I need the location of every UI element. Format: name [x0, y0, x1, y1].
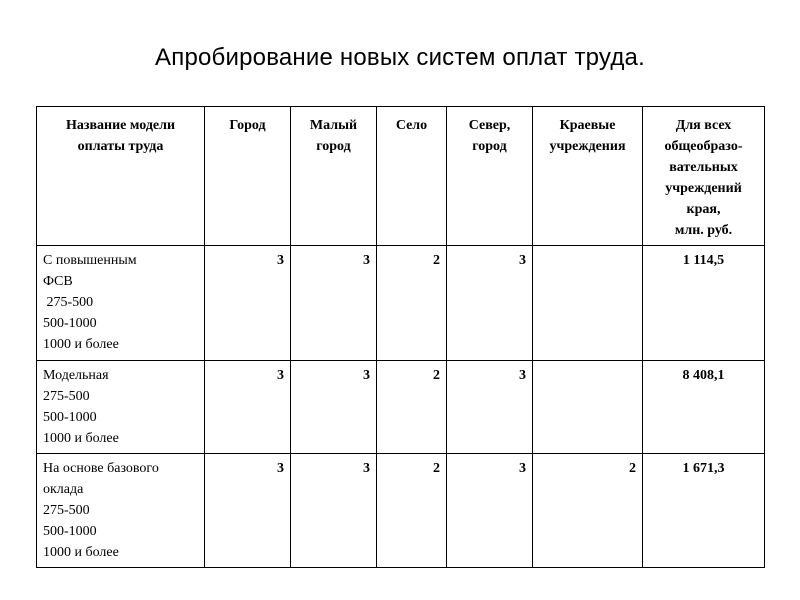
model-line: С повышенным [43, 253, 137, 268]
header-text: оплаты труда [77, 139, 164, 154]
model-line: 1000 и более [43, 431, 119, 446]
north-city-value: 3 [447, 454, 533, 568]
header-text: город [472, 139, 507, 154]
header-text: края, [686, 202, 721, 217]
total-value: 1 114,5 [643, 246, 765, 361]
header-text: Север, [468, 118, 511, 133]
slide-title: Апробирование новых систем оплат труда. [155, 44, 645, 71]
model-line: 275-500 [43, 295, 94, 310]
header-text: Для всех [675, 118, 732, 133]
header-text: вательных [669, 160, 738, 175]
header-text: Краевые [559, 118, 616, 133]
model-line: 1000 и более [43, 337, 119, 352]
city-value: 3 [205, 246, 291, 361]
village-value: 2 [377, 454, 447, 568]
header-small-city [291, 107, 377, 246]
small-city-value: 3 [291, 454, 377, 568]
model-name-cell [37, 246, 205, 361]
header-model-name [37, 107, 205, 246]
header-total-all-schools [643, 107, 765, 246]
table-row [37, 454, 765, 568]
header-city [205, 107, 291, 246]
city-value: 3 [205, 454, 291, 568]
model-line: На основе базового [43, 461, 159, 476]
small-city-value: 3 [291, 246, 377, 361]
village-value: 2 [377, 246, 447, 361]
header-text: общеобразо- [664, 139, 743, 154]
model-line: 500-1000 [43, 524, 97, 539]
city-value: 3 [205, 361, 291, 454]
village-value: 2 [377, 361, 447, 454]
model-line: 500-1000 [43, 316, 97, 331]
header-village [377, 107, 447, 246]
model-line: 275-500 [43, 503, 90, 518]
table-row [37, 246, 765, 361]
model-line: 1000 и более [43, 545, 119, 560]
header-text: учреждения [549, 139, 626, 154]
table-row [37, 361, 765, 454]
model-name-cell [37, 361, 205, 454]
regional-value: 2 [533, 454, 643, 568]
small-city-value: 3 [291, 361, 377, 454]
model-line: 500-1000 [43, 410, 97, 425]
north-city-value: 3 [447, 361, 533, 454]
model-line: ФСВ [43, 274, 73, 289]
header-text: Название модели [65, 118, 176, 133]
header-text: учреждений [665, 181, 742, 196]
north-city-value: 3 [447, 246, 533, 361]
model-name-cell [37, 454, 205, 568]
regional-value [533, 361, 643, 454]
header-text: Малый [309, 118, 358, 133]
header-text: Село [395, 118, 428, 133]
model-line: 275-500 [43, 389, 90, 404]
regional-value [533, 246, 643, 361]
header-text: город [316, 139, 351, 154]
model-line: оклада [43, 482, 84, 497]
total-value: 8 408,1 [643, 361, 765, 454]
total-value: 1 671,3 [643, 454, 765, 568]
header-text: Город [229, 118, 266, 133]
header-text: млн. руб. [674, 223, 733, 238]
wage-model-table [36, 106, 765, 568]
header-regional-institutions [533, 107, 643, 246]
model-line: Модельная [43, 368, 109, 383]
header-north-city [447, 107, 533, 246]
table-header-row [37, 107, 765, 246]
